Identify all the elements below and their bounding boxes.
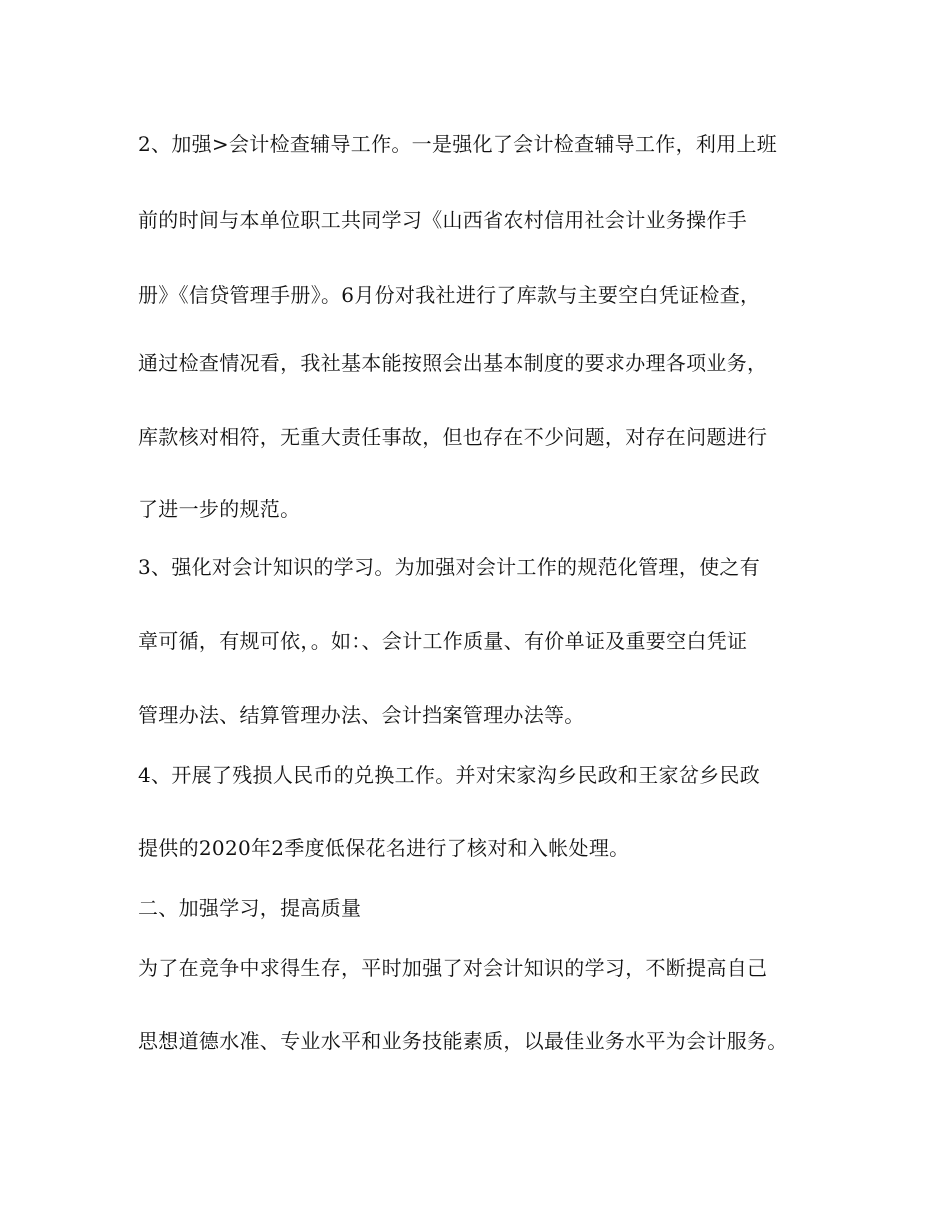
paragraph-2-line-2: 前的时间与本单位职工共同学习《山西省农村信用社会计业务操作手 (138, 208, 747, 232)
paragraph-4-line-2: 提供的2020年2季度低保花名进行了核对和入帐处理。 (138, 836, 630, 860)
paragraph-2-line-5: 库款核对相符，无重大责任事故，但也存在不少问题，对存在问题进行 (138, 425, 768, 449)
paragraph-4-line-1: 4、开展了残损人民币的兑换工作。并对宋家沟乡民政和王家岔乡民政 (138, 763, 761, 787)
section-heading: 二、加强学习，提高质量 (138, 896, 362, 920)
paragraph-5-line-2: 思想道德水准、专业水平和业务技能素质，以最佳业务水平为会计服务。 (138, 1029, 788, 1053)
paragraph-3-line-1: 3、强化对会计知识的学习。为加强对会计工作的规范化管理，使之有 (138, 555, 761, 579)
paragraph-3-line-2: 章可循，有规可依，。如：、会计工作质量、有价单证及重要空白凭证 (138, 629, 748, 653)
paragraph-2-line-6: 了进一步的规范。 (138, 497, 301, 521)
paragraph-2-line-3: 册》《信贷管理手册》。6月份对我社进行了库款与主要空白凭证检查， (138, 283, 761, 307)
paragraph-2-line-1: 2、加强>会计检查辅导工作。一是强化了会计检查辅导工作，利用上班 (138, 132, 778, 156)
paragraph-2-line-4: 通过检查情况看，我社基本能按照会出基本制度的要求办理各项业务， (138, 351, 768, 375)
paragraph-5-line-1: 为了在竞争中求得生存，平时加强了对会计知识的学习，不断提高自己 (138, 956, 768, 980)
paragraph-3-line-3: 管理办法、结算管理办法、会计挡案管理办法等。 (138, 703, 585, 727)
